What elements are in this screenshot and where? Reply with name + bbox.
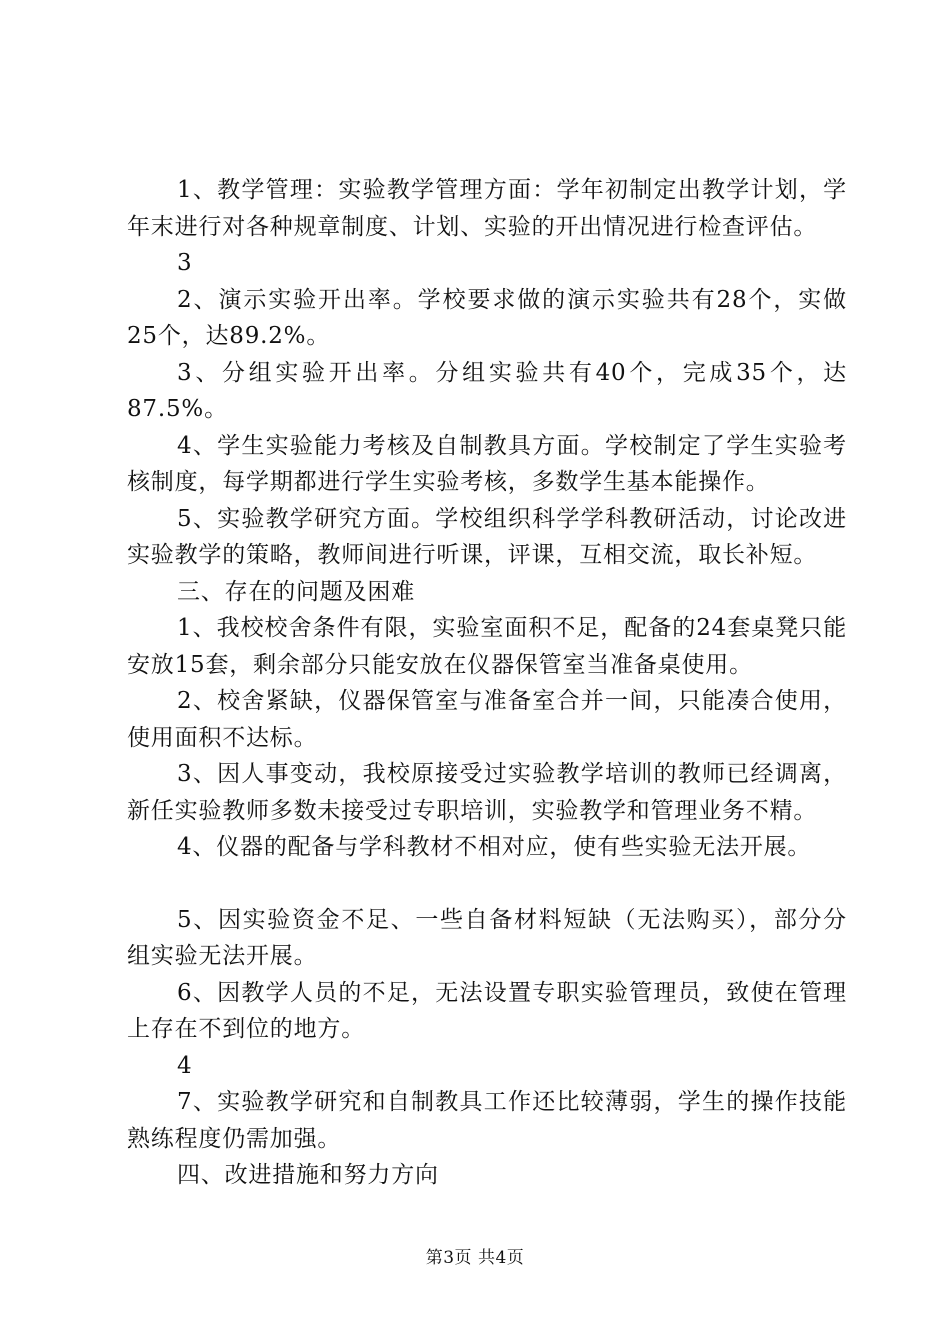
paragraph-problem-2: 2、校舍紧缺，仪器保管室与准备室合并一间，只能凑合使用，使用面积不达标。 — [127, 688, 847, 751]
paragraph-research: 5、实验教学研究方面。学校组织科学学科教研活动，讨论改进实验教学的策略，教师间进行听课，评课，互相交流，取长补短。 — [127, 505, 847, 568]
paragraph-teaching-management: 1、教学管理：实验教学管理方面：学年初制定出教学计划，学年末进行对各种规章制度、计划、实验的开出情况进行检查评估。 — [127, 177, 847, 240]
paragraph-problem-7: 7、实验教学研究和自制教具工作还比较薄弱，学生的操作技能熟练程度仍需加强。 — [127, 1089, 847, 1152]
paragraph-problem-5: 5、因实验资金不足、一些自备材料短缺（无法购买），部分分组实验无法开展。 — [127, 906, 847, 969]
paragraph-problem-4: 4、仪器的配备与学科教材不相对应，使有些实验无法开展。 — [177, 834, 812, 860]
page-marker-4: 4 — [177, 1052, 193, 1079]
page-marker-3: 3 — [177, 250, 193, 276]
paragraph-group-experiments: 3、分组实验开出率。分组实验共有40个，完成35个，达87.5%。 — [127, 359, 847, 422]
paragraph-problem-6: 6、因教学人员的不足，无法设置专职实验管理员，致使在管理上存在不到位的地方。 — [127, 979, 847, 1042]
section-heading-improvements: 四、改进措施和努力方向 — [177, 1162, 439, 1188]
document-body — [127, 172, 847, 1194]
paragraph-assessment: 4、学生实验能力考核及自制教具方面。学校制定了学生实验考核制度，每学期都进行学生实验考核，多数学生基本能操作。 — [127, 432, 847, 495]
paragraph-demo-experiments: 2、演示实验开出率。学校要求做的演示实验共有28个，实做25个，达89.2%。 — [127, 286, 847, 349]
section-heading-problems: 三、存在的问题及困难 — [177, 578, 415, 605]
page-footer: 第3页 共4页 — [425, 1248, 525, 1268]
paragraph-problem-3: 3、因人事变动，我校原接受过实验教学培训的教师已经调离，新任实验教师多数未接受过专职培训，实验教学和管理业务不精。 — [127, 761, 847, 824]
paragraph-problem-1: 1、我校校舍条件有限，实验室面积不足，配备的24套桌凳只能安放15套，剩余部分只能安放在仪器保管室当准备桌使用。 — [127, 615, 847, 678]
